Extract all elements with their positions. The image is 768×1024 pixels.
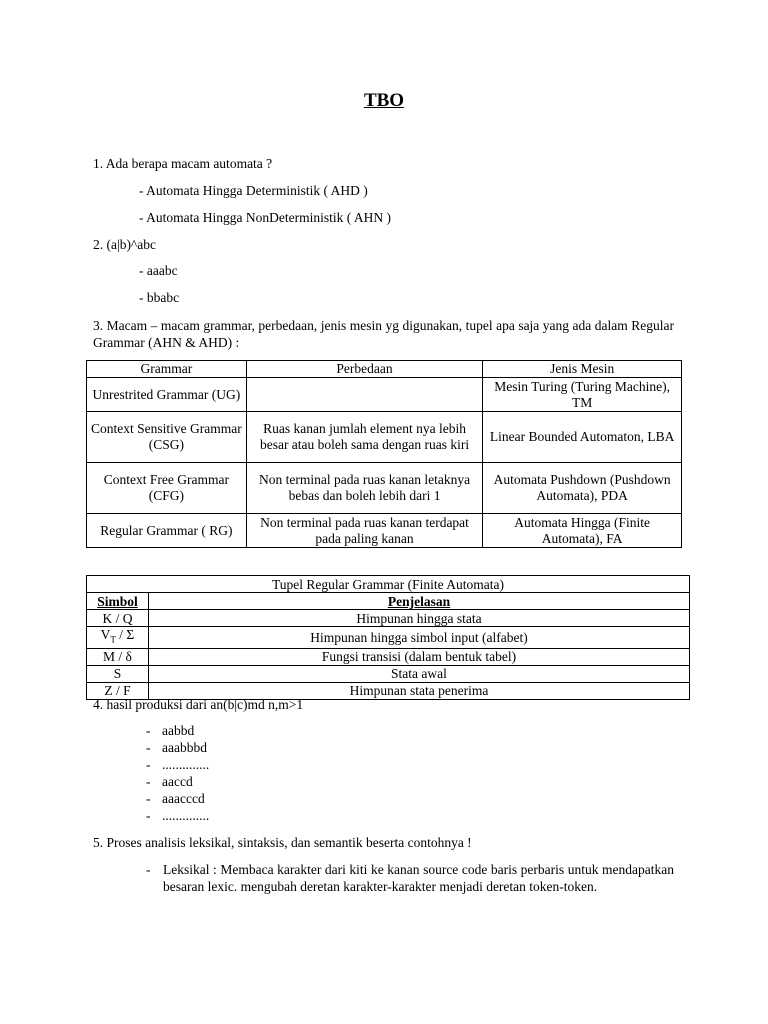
list-item: - ..............	[146, 808, 210, 823]
q1-answer-1: - Automata Hingga Deterministik ( AHD )	[139, 183, 368, 198]
table-cell: S	[87, 665, 149, 682]
table-header-row	[87, 361, 682, 378]
table-cell: Linear Bounded Automaton, LBA	[483, 412, 682, 463]
table-cell: Context Free Grammar (CFG)	[87, 463, 247, 514]
list-item: - Leksikal : Membaca karakter dari kiti ke kanan source code baris perbaris untuk mendapatkan besaran lexic. mengubah deretan karakter-karakter menjadi deretan token-token.	[146, 862, 674, 894]
list-item: - aaabbbd	[146, 740, 207, 755]
table-cell: Z / F	[87, 682, 149, 699]
table-header-cell: Perbedaan	[246, 361, 483, 378]
table-cell: Ruas kanan jumlah element nya lebih besar atau boleh sama dengan ruas kiri	[246, 412, 483, 463]
table-cell	[246, 378, 483, 412]
table-header-cell: Simbol	[87, 593, 149, 610]
table-cell: Himpunan stata penerima	[148, 682, 689, 699]
table-header-row	[87, 593, 690, 610]
question-5: 5. Proses analisis leksikal, sintaksis, dan semantik beserta contohnya !	[93, 835, 472, 850]
table-header-cell: Penjelasan	[148, 593, 689, 610]
q1-answer-2: - Automata Hingga NonDeterministik ( AHN )	[139, 210, 391, 225]
page-title: TBO	[363, 90, 405, 111]
list-item: - aaacccd	[146, 791, 205, 806]
q2-answer-2: - bbabc	[139, 290, 180, 305]
table-cell: Non terminal pada ruas kanan terdapat pada paling kanan	[246, 514, 483, 548]
table-cell: Context Sensitive Grammar (CSG)	[87, 412, 247, 463]
table-cell: Fungsi transisi (dalam bentuk tabel)	[148, 648, 689, 665]
table-cell	[87, 627, 149, 649]
table-cell: K / Q	[87, 610, 149, 627]
list-item: - aabbd	[146, 723, 195, 738]
table-row	[87, 378, 682, 412]
subscript-t: T	[110, 634, 116, 645]
question-3: 3. Macam – macam grammar, perbedaan, jenis mesin yg digunakan, tupel apa saja yang ada dalam Regular Grammar (AHN & AHD) :	[93, 318, 674, 350]
table-header-cell: Grammar	[87, 361, 247, 378]
table-row	[87, 514, 682, 548]
table-cell: Himpunan hingga simbol input (alfabet)	[148, 627, 689, 649]
table-row	[87, 648, 690, 665]
table-row	[87, 665, 690, 682]
table-cell: Stata awal	[148, 665, 689, 682]
table-caption-row	[87, 576, 690, 593]
table-cell: Automata Pushdown (Pushdown Automata), PDA	[483, 463, 682, 514]
list-item: - ..............	[146, 757, 210, 772]
table-caption: Tupel Regular Grammar (Finite Automata)	[87, 576, 690, 593]
q2-answer-1: - aaabc	[139, 263, 178, 278]
table-header-cell: Jenis Mesin	[483, 361, 682, 378]
question-4: 4. hasil produksi dari an(b|c)md n,m>1	[93, 697, 304, 712]
symbol-v-t: $V_T$ / Σ	[100, 627, 135, 645]
table-cell: Himpunan hingga stata	[148, 610, 689, 627]
table-cell: Non terminal pada ruas kanan letaknya bebas dan boleh lebih dari 1	[246, 463, 483, 514]
table-row	[87, 412, 682, 463]
table-cell: Unrestrited Grammar (UG)	[87, 378, 247, 412]
table-cell: M / δ	[87, 648, 149, 665]
table-cell: Automata Hingga (Finite Automata), FA	[483, 514, 682, 548]
table-cell: Regular Grammar ( RG)	[87, 514, 247, 548]
question-2: 2. (a|b)^abc	[93, 237, 157, 252]
list-item: - aaccd	[146, 774, 193, 789]
grammar-table	[86, 360, 682, 548]
question-1: 1. Ada berapa macam automata ?	[93, 156, 273, 171]
table-row	[87, 627, 690, 649]
tuple-table	[86, 575, 690, 700]
table-row	[87, 463, 682, 514]
table-row	[87, 610, 690, 627]
table-cell: Mesin Turing (Turing Machine), TM	[483, 378, 682, 412]
